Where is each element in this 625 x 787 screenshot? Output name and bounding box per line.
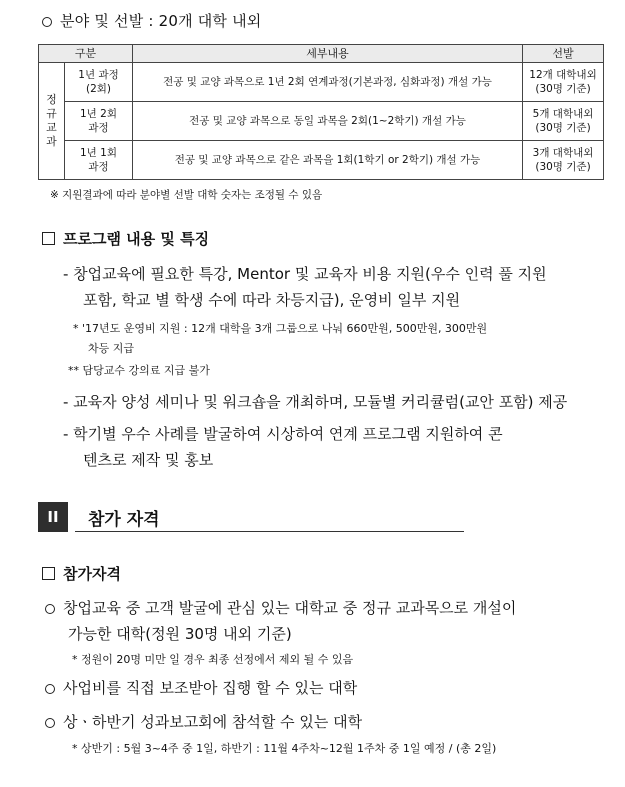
header-type: 구분 (39, 45, 133, 63)
program-item-2: - 교육자 양성 세미나 및 워크숍을 개최하며, 모듈별 커리큘럼(교안 포함) 제공 (63, 393, 568, 411)
square-bullet-icon (42, 232, 55, 245)
table-header-row (39, 45, 604, 63)
program-note-1-line-1: * '17년도 운영비 지원 : 12개 대학을 3개 그룹으로 나눠 660만원, 500만원, 300만원 (73, 322, 488, 335)
row-count: 5개 대학내외 (30명 기준) (523, 102, 604, 141)
table-note: ※ 지원결과에 따라 분야별 선발 대학 숫자는 조정될 수 있음 (50, 189, 323, 201)
row-detail: 전공 및 교양 과목으로 동일 과목을 2회(1~2학기) 개설 가능 (133, 102, 523, 141)
circle-bullet-icon (42, 17, 52, 27)
header-detail: 세부내용 (133, 45, 523, 63)
program-item-1-line-1: - 창업교육에 필요한 특강, Mentor 및 교육자 비용 지원(우수 인력 풀 지원 (63, 265, 547, 283)
circle-bullet-icon (45, 604, 55, 614)
section-title: 참가 자격 (88, 510, 160, 530)
group-label-cell: 정 규 교 과 (39, 63, 65, 180)
eligibility-item-2: 사업비를 직접 보조받아 집행 할 수 있는 대학 (45, 677, 357, 698)
section-number-badge: II (38, 502, 68, 532)
row-count: 12개 대학내외 (30명 기준) (523, 63, 604, 102)
eligibility-note-1: * 정원이 20명 미만 일 경우 최종 선정에서 제외 될 수 있음 (72, 653, 354, 666)
eligibility-item-1-line-1: 창업교육 중 고객 발굴에 관심 있는 대학교 중 정규 교과목으로 개설이 (45, 597, 516, 618)
table-row (39, 141, 604, 180)
square-bullet-icon (42, 567, 55, 580)
program-heading: 프로그램 내용 및 특징 (42, 228, 209, 249)
row-type: 1년 2회 과정 (65, 102, 133, 141)
eligibility-note-3: * 상반기 : 5월 3~4주 중 1일, 하반기 : 11월 4주차~12월 1주차 중 1일 예정 / (총 2일) (72, 742, 497, 755)
program-note-1-line-2: 차등 지급 (88, 342, 135, 355)
row-detail: 전공 및 교양 과목으로 같은 과목을 1회(1학기 or 2학기) 개설 가능 (133, 141, 523, 180)
selection-line: 분야 및 선발 : 20개 대학 내외 (42, 10, 261, 31)
program-item-3-line-2: 텐츠로 제작 및 홍보 (83, 451, 214, 469)
row-type: 1년 1회 과정 (65, 141, 133, 180)
row-detail: 전공 및 교양 과목으로 1년 2회 연계과정(기본과정, 심화과정) 개설 가능 (133, 63, 523, 102)
circle-bullet-icon (45, 718, 55, 728)
row-count: 3개 대학내외 (30명 기준) (523, 141, 604, 180)
circle-bullet-icon (45, 684, 55, 694)
eligibility-item-3: 상ㆍ하반기 성과보고회에 참석할 수 있는 대학 (45, 711, 362, 732)
eligibility-item-1-line-2: 가능한 대학(정원 30명 내외 기준) (68, 625, 292, 643)
row-type: 1년 과정 (2회) (65, 63, 133, 102)
table-row (39, 102, 604, 141)
header-count: 선발 (523, 45, 604, 63)
program-item-3-line-1: - 학기별 우수 사례를 발굴하여 시상하여 연계 프로그램 지원하여 콘 (63, 425, 503, 443)
section-divider (75, 531, 464, 532)
program-note-2: ** 담당교수 강의료 지급 불가 (68, 364, 210, 377)
allocation-table (38, 44, 604, 180)
eligibility-heading: 참가자격 (42, 563, 121, 584)
program-item-1-line-2: 포함, 학교 별 학생 수에 따라 차등지급), 운영비 일부 지원 (83, 291, 461, 309)
table-row (39, 63, 604, 102)
